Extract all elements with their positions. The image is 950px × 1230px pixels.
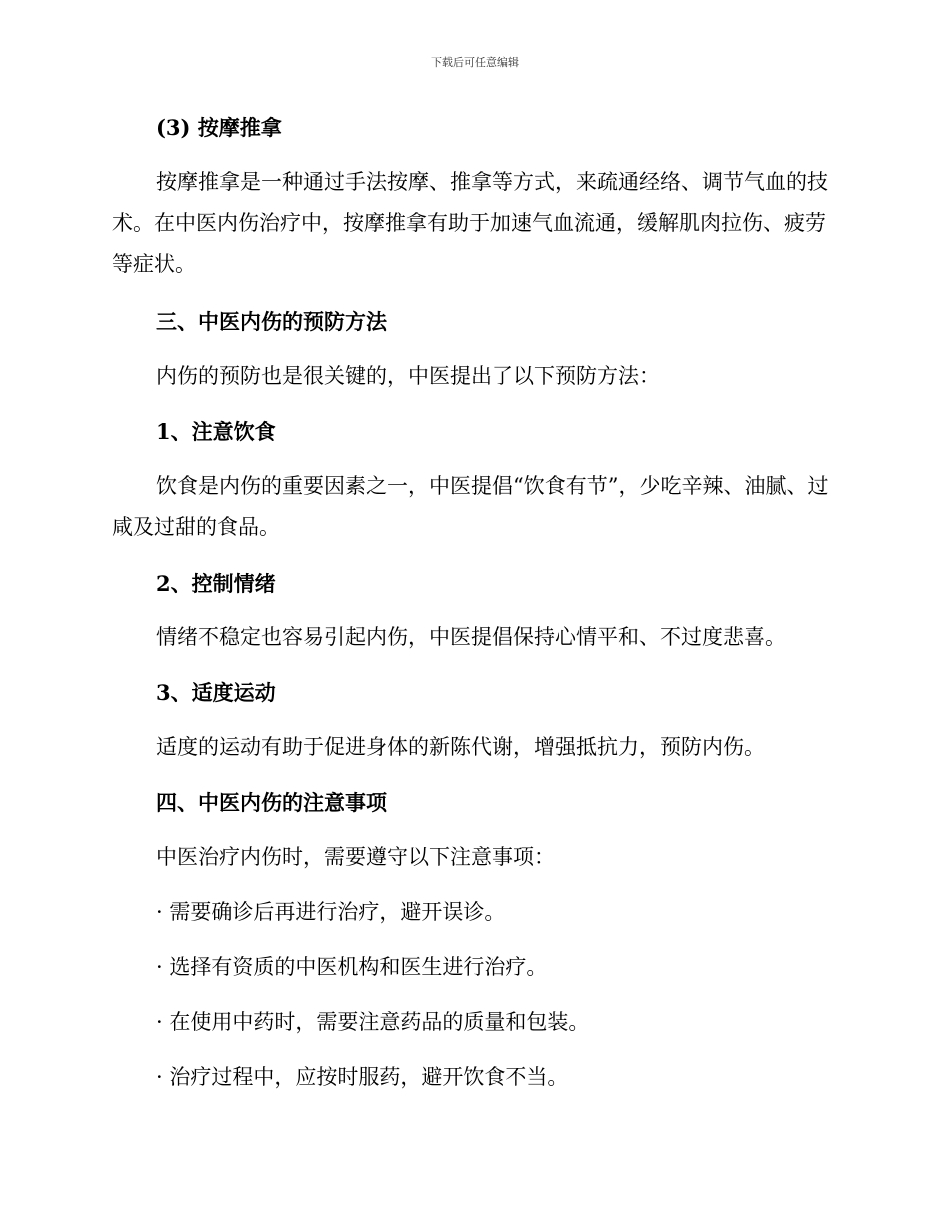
list-item: · 需要确诊后再进行治疗，避开误诊。	[156, 900, 506, 924]
paragraph-notes-intro: 中医治疗内伤时，需要遵守以下注意事项：	[156, 845, 555, 869]
paragraph-prevention-intro: 内伤的预防也是很关键的，中医提出了以下预防方法：	[156, 364, 660, 388]
page-header-note: 下载后可任意编辑	[431, 56, 519, 69]
list-item: · 在使用中药时，需要注意药品的质量和包装。	[156, 1010, 590, 1034]
paragraph-emotion: 情绪不稳定也容易引起内伤，中医提倡保持心情平和、不过度悲喜。	[156, 625, 786, 649]
paragraph-massage: 按摩推拿是一种通过手法按摩、推拿等方式，来疏通经络、调节气血的技术。在中医内伤治疗中，按摩推拿有助于加速气血流通，缓解肌肉拉伤、疲劳等症状。	[112, 170, 828, 276]
paragraph-exercise: 适度的运动有助于促进身体的新陈代谢，增强抵抗力，预防内伤。	[156, 735, 765, 759]
heading-exercise: 3、适度运动	[156, 680, 276, 705]
heading-prevention: 三、中医内伤的预防方法	[156, 309, 387, 334]
list-item: · 治疗过程中，应按时服药，避开饮食不当。	[156, 1065, 569, 1089]
list-item: · 选择有资质的中医机构和医生进行治疗。	[156, 955, 548, 979]
heading-notes: 四、中医内伤的注意事项	[156, 790, 387, 815]
heading-diet: 1、注意饮食	[156, 419, 276, 444]
heading-emotion: 2、控制情绪	[156, 571, 276, 596]
paragraph-diet: 饮食是内伤的重要因素之一，中医提倡“饮食有节”，少吃辛辣、油腻、过咸及过甜的食品。	[112, 474, 829, 539]
heading-massage: (3) 按摩推拿	[156, 115, 282, 140]
